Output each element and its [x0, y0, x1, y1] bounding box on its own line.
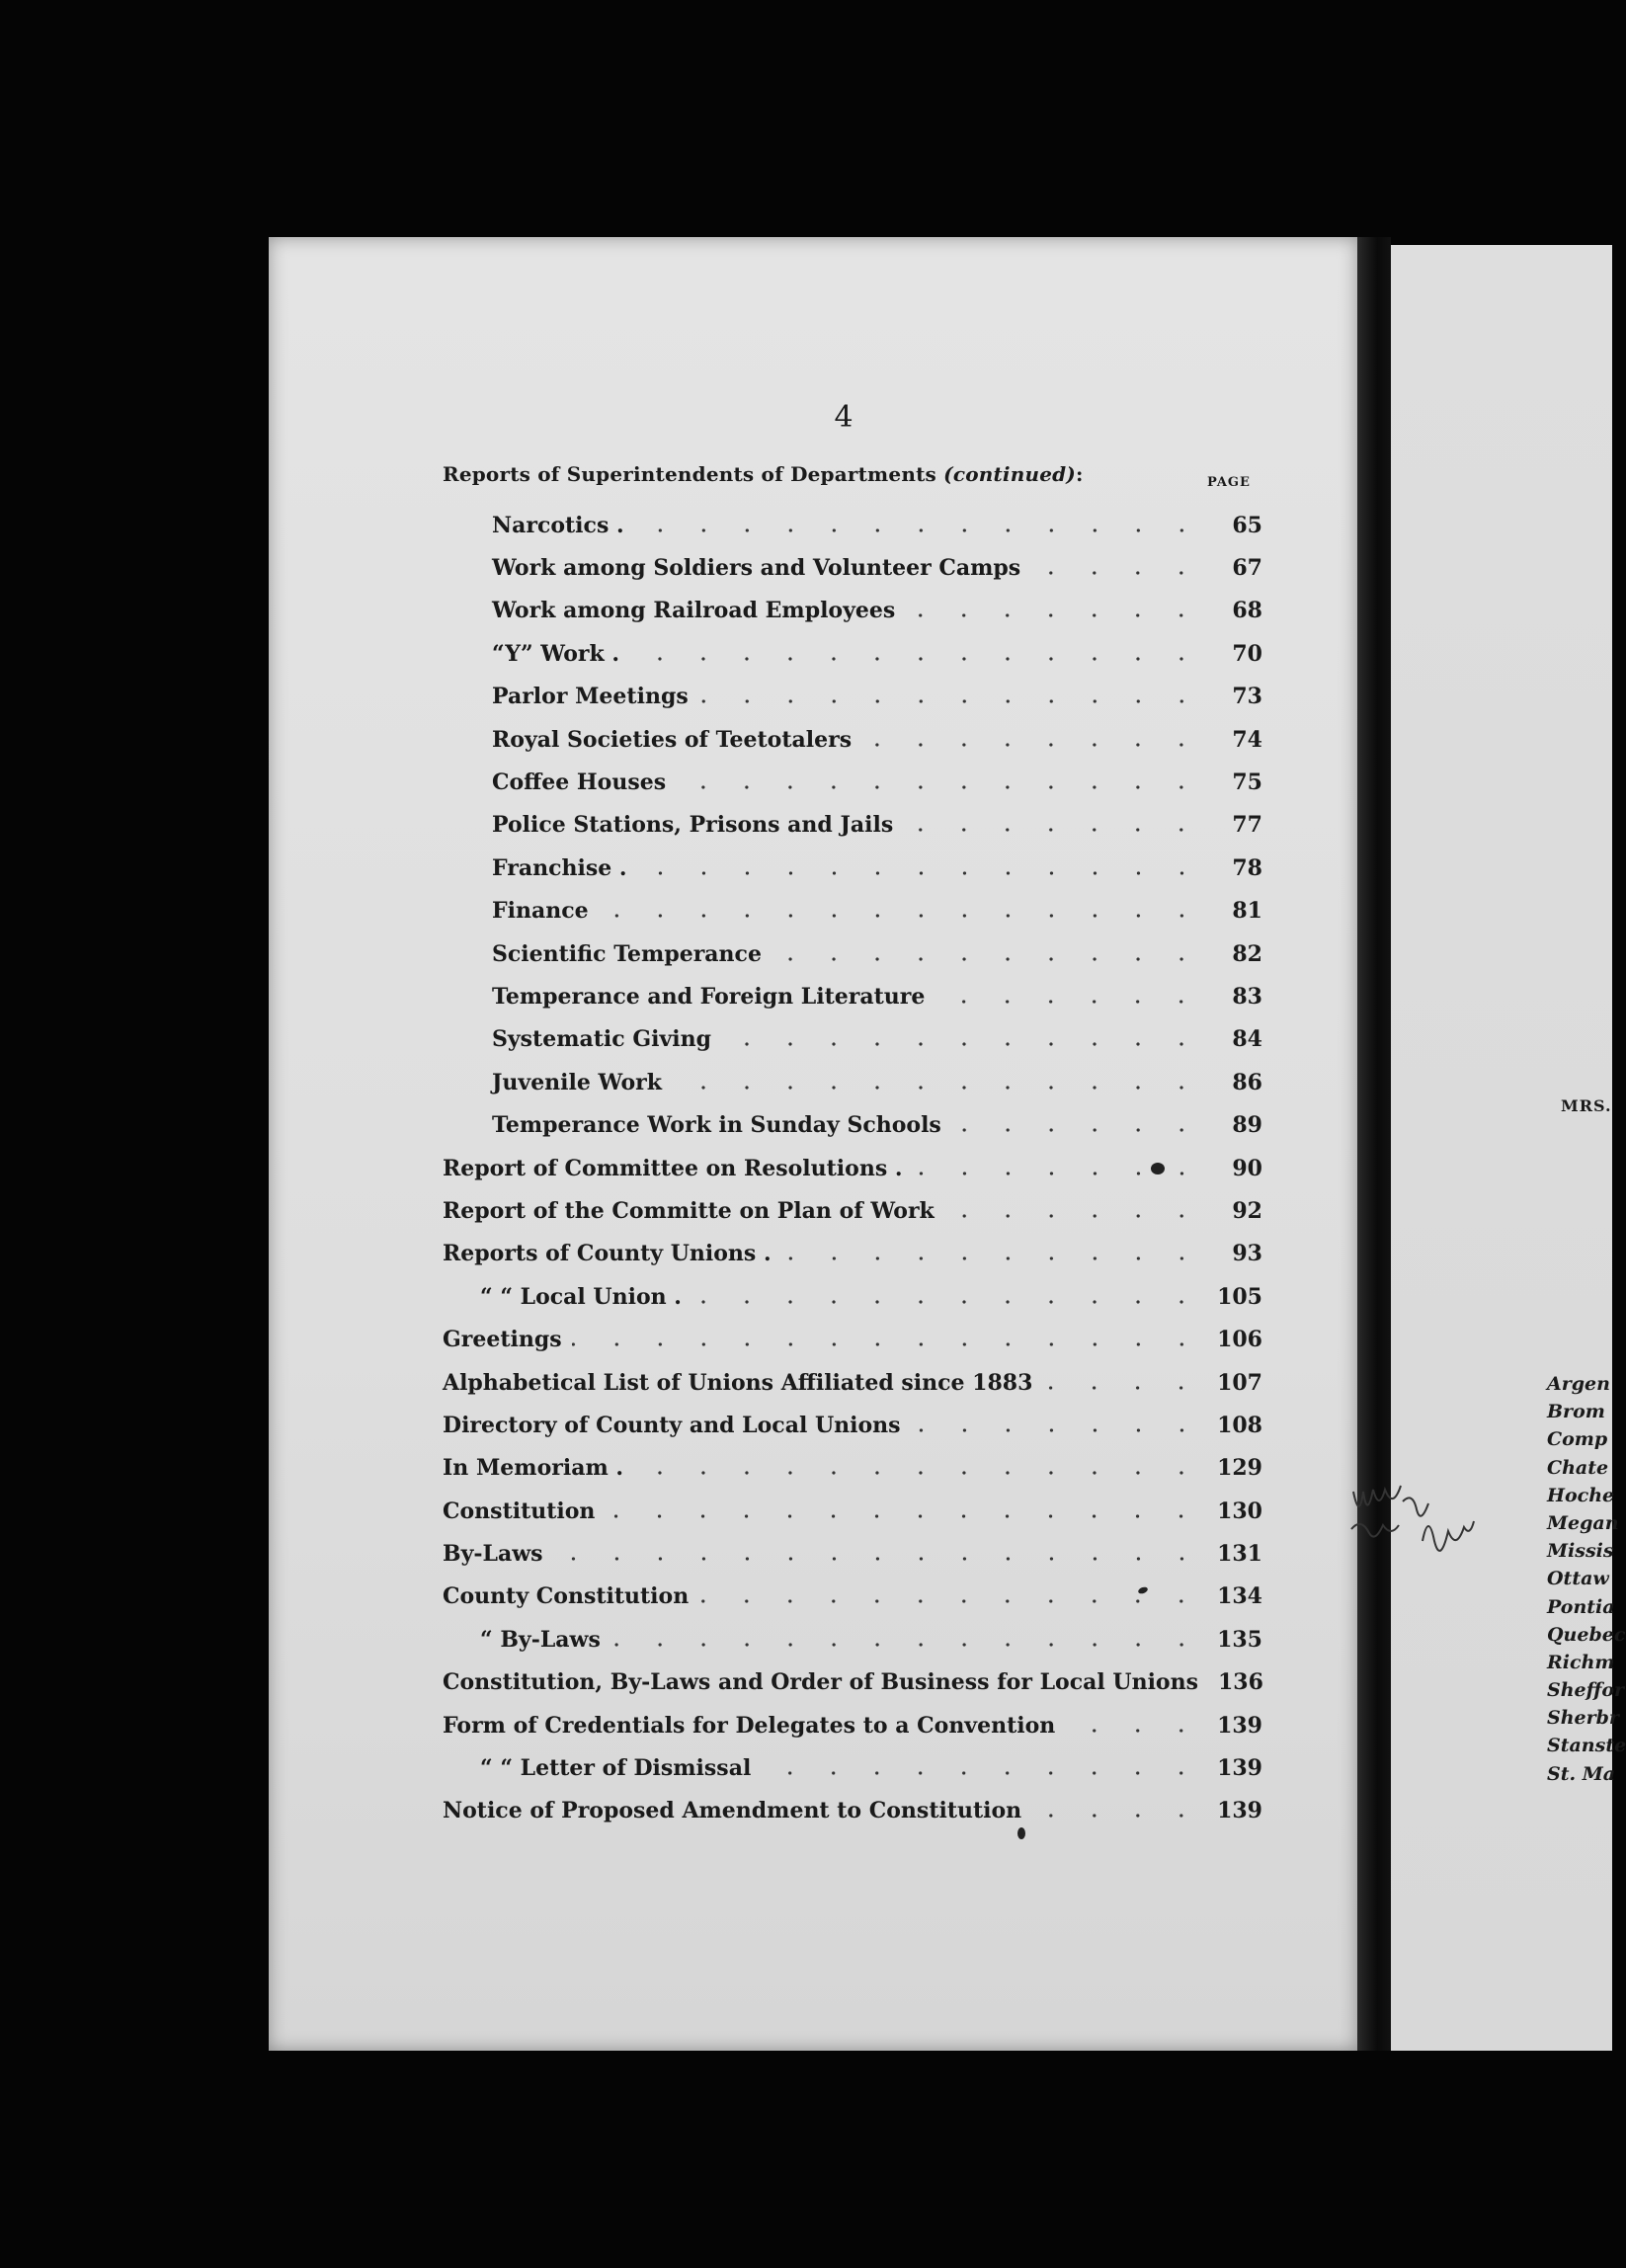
dot-leader [761, 1771, 1203, 1775]
toc-entry [443, 1275, 1262, 1318]
toc-entry-label: Notice of Proposed Amendment to Constitution [443, 1798, 1022, 1824]
toc-entry [443, 1103, 1262, 1146]
heading-colon: : [1075, 462, 1084, 486]
toc-entry-label: Narcotics . [492, 512, 624, 538]
toc-entry-label: Police Stations, Prisons and Jails [492, 812, 894, 839]
toc-entry-page: 89 [1232, 1112, 1262, 1139]
toc-entry [443, 932, 1262, 975]
facing-page-place: Megan [1547, 1511, 1619, 1534]
toc-entry-label: By-Laws [443, 1541, 543, 1568]
dot-leader [935, 1000, 1203, 1004]
toc-entry [443, 1189, 1262, 1232]
toc-entry [443, 1147, 1262, 1189]
toc-entry-page: 83 [1232, 983, 1262, 1010]
dot-leader [781, 1256, 1203, 1260]
toc-entry [443, 1746, 1262, 1789]
toc-entry-page: 106 [1217, 1327, 1262, 1353]
facing-page-place: Richm [1547, 1651, 1615, 1673]
toc-entry-page: 68 [1232, 598, 1262, 624]
toc-entry-page: 70 [1232, 640, 1262, 667]
facing-page-place: St. Ma [1547, 1762, 1616, 1785]
dot-leader [629, 657, 1203, 661]
toc-entry-label: “ “ Letter of Dismissal [480, 1755, 752, 1782]
heading-italic: (continued) [943, 462, 1076, 486]
toc-entry-label: Form of Credentials for Delegates to a Convention [443, 1712, 1056, 1739]
dot-leader [572, 1342, 1203, 1346]
toc-entry-label: “ “ Local Union . [480, 1283, 682, 1310]
facing-page-place: Brom [1547, 1401, 1605, 1423]
toc-entry-label: County Constitution [443, 1583, 690, 1610]
toc-entry [443, 975, 1262, 1017]
toc-entry [443, 847, 1262, 889]
dot-leader [691, 1300, 1203, 1304]
toc-entry-page: 81 [1232, 898, 1262, 925]
toc-entry-label: Report of Committee on Resolutions . [443, 1155, 903, 1181]
toc-entry [443, 1361, 1262, 1404]
toc-entry-page: 84 [1232, 1026, 1262, 1053]
toc-entry [443, 804, 1262, 847]
toc-entry [443, 590, 1262, 632]
toc-entry [443, 1490, 1262, 1532]
toc-entry-page: 131 [1217, 1541, 1262, 1568]
dot-leader [944, 1214, 1203, 1218]
toc-entry [443, 1018, 1262, 1061]
dot-leader [637, 871, 1203, 875]
dot-leader [1065, 1729, 1203, 1733]
facing-page-place: Ottaw [1547, 1568, 1609, 1590]
facing-page-place: Quebec [1547, 1623, 1626, 1646]
facing-page-place: Missis [1547, 1540, 1614, 1563]
toc-entry [443, 504, 1262, 546]
toc-entry-page: 134 [1217, 1583, 1262, 1610]
toc-entry-page: 67 [1232, 555, 1262, 582]
table-of-contents [443, 504, 1262, 1832]
dot-leader [905, 613, 1203, 617]
dot-leader [1031, 1814, 1203, 1818]
toc-entry-page: 82 [1232, 940, 1262, 967]
facing-page-place: Hoche [1547, 1484, 1615, 1506]
toc-entry [443, 1704, 1262, 1746]
toc-entry [443, 676, 1262, 718]
toc-entry-label: Greetings [443, 1327, 562, 1353]
toc-entry-label: Constitution, By-Laws and Order of Business for Local Unions [443, 1669, 1198, 1696]
toc-entry [443, 632, 1262, 675]
toc-entry-label: Constitution [443, 1498, 596, 1524]
toc-entry-label: In Memoriam . [443, 1455, 624, 1482]
toc-entry [443, 546, 1262, 589]
dot-leader [772, 957, 1203, 961]
book-gutter [1357, 237, 1391, 2051]
page-column-label: PAGE [1207, 475, 1251, 490]
toc-entry-label: Temperance and Foreign Literature [492, 983, 926, 1010]
toc-entry-page: 105 [1217, 1283, 1262, 1310]
toc-entry [443, 1404, 1262, 1446]
toc-entry [443, 1447, 1262, 1490]
dot-leader [911, 1428, 1203, 1432]
dot-leader [1042, 1386, 1203, 1390]
dot-leader [861, 743, 1203, 747]
toc-entry [443, 890, 1262, 932]
dot-leader [672, 1086, 1203, 1090]
toc-entry-page: 129 [1217, 1455, 1262, 1482]
toc-entry [443, 718, 1262, 761]
toc-entry-page: 135 [1217, 1626, 1262, 1653]
toc-entry-page: 108 [1217, 1412, 1262, 1438]
dot-leader [676, 785, 1203, 789]
toc-entry [443, 1661, 1262, 1704]
toc-entry-page: 65 [1232, 512, 1262, 538]
facing-page-place: Argen [1547, 1373, 1610, 1395]
toc-entry-page: 75 [1232, 770, 1262, 796]
facing-page-place: Stanste [1547, 1735, 1626, 1757]
toc-entry-label: “Y” Work . [492, 640, 620, 667]
toc-entry-label: Work among Railroad Employees [492, 598, 896, 624]
dot-leader [633, 1471, 1203, 1475]
toc-entry [443, 1532, 1262, 1575]
facing-page [1391, 245, 1626, 2051]
toc-entry-label: Report of the Committe on Plan of Work [443, 1197, 935, 1224]
toc-entry-page: 92 [1232, 1197, 1262, 1224]
toc-entry-label: Juvenile Work [492, 1069, 662, 1095]
dot-leader [951, 1128, 1203, 1132]
toc-entry-label: Alphabetical List of Unions Affiliated since 1883 [443, 1369, 1033, 1396]
facing-page-place: Pontia [1547, 1595, 1615, 1618]
dot-leader [903, 828, 1203, 832]
toc-entry-page: 93 [1232, 1241, 1262, 1267]
toc-entry [443, 761, 1262, 803]
toc-entry [443, 1790, 1262, 1832]
toc-entry-page: 90 [1232, 1155, 1262, 1181]
toc-entry-label: Royal Societies of Teetotalers [492, 726, 853, 753]
ink-speck [1017, 1827, 1025, 1839]
page-number: 4 [834, 400, 854, 435]
toc-entry-label: Coffee Houses [492, 770, 667, 796]
toc-entry [443, 1576, 1262, 1618]
toc-entry-label: Franchise . [492, 854, 627, 881]
facing-page-place: Comp [1547, 1428, 1608, 1451]
toc-entry-label: Temperance Work in Sunday Schools [492, 1112, 941, 1139]
handwritten-annotation [1343, 1472, 1561, 1580]
facing-page-mrs: MRS. [1561, 1096, 1612, 1115]
toc-entry-page: 77 [1232, 812, 1262, 839]
toc-entry-label: Parlor Meetings [492, 684, 689, 710]
toc-entry [443, 1618, 1262, 1660]
toc-entry-page: 139 [1217, 1755, 1262, 1782]
toc-entry-page: 136 [1217, 1669, 1263, 1696]
facing-page-place: Sheffor [1547, 1679, 1625, 1702]
dot-leader [634, 528, 1203, 532]
dot-leader [721, 1042, 1203, 1046]
toc-entry-page: 78 [1232, 854, 1262, 881]
toc-entry-page: 73 [1232, 684, 1262, 710]
ink-speck [1151, 1163, 1165, 1174]
toc-entry-label: Systematic Giving [492, 1026, 711, 1053]
dot-leader [698, 1599, 1203, 1603]
toc-entry-page: 139 [1217, 1798, 1262, 1824]
toc-entry-label: Scientific Temperance [492, 940, 762, 967]
toc-entry-label: Directory of County and Local Unions [443, 1412, 901, 1438]
dot-leader [605, 1514, 1203, 1518]
toc-entry-label: Reports of County Unions . [443, 1241, 772, 1267]
toc-entry [443, 1318, 1262, 1360]
facing-page-place: Sherbr [1547, 1707, 1619, 1730]
dot-leader [610, 1643, 1203, 1647]
toc-entry-label: Work among Soldiers and Volunteer Camps [492, 555, 1021, 582]
dot-leader [599, 914, 1203, 918]
toc-entry-page: 139 [1217, 1712, 1262, 1739]
dot-leader [698, 699, 1203, 703]
toc-entry-page: 107 [1217, 1369, 1262, 1396]
dot-leader [553, 1557, 1203, 1561]
toc-heading [443, 462, 1084, 486]
toc-entry-page: 86 [1232, 1069, 1262, 1095]
toc-entry-page: 74 [1232, 726, 1262, 753]
toc-entry-label: “ By-Laws [480, 1626, 601, 1653]
facing-page-place: Chate [1547, 1456, 1609, 1479]
toc-entry-page: 130 [1217, 1498, 1262, 1524]
dot-leader [1030, 571, 1203, 575]
toc-entry-label: Finance [492, 898, 589, 925]
facing-page-place-list [1547, 1373, 1626, 1791]
heading-text: Reports of Superintendents of Departments [443, 462, 936, 486]
toc-entry [443, 1061, 1262, 1103]
toc-entry [443, 1233, 1262, 1275]
document-page [269, 237, 1357, 2051]
